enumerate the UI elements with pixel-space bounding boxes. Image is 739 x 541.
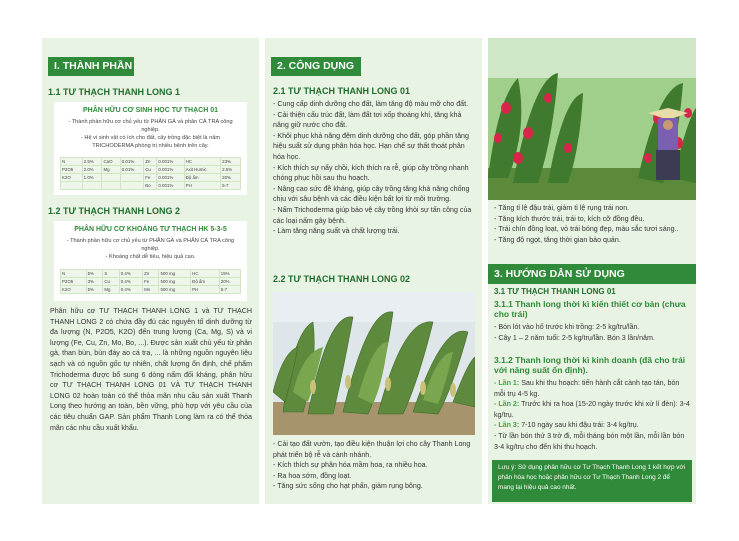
table-cell: 0.001% [157,158,184,166]
table-cell: CaO [102,158,120,166]
list-item-lead: - Lần 3: [494,421,520,430]
list-item: - Kích thích sự nẩy chồi, kích thích ra rễ, giúp cây trồng nhanh chóng phục hồi sau thu hoạch. [273,163,469,183]
table-row [61,166,241,174]
section-title-2-1: 2.1 TƯ THẠCH THANH LONG 01 [273,86,410,96]
table-cell: 0.001% [157,174,184,182]
section-title-3-1-2: 3.1.2 Thanh long thời kì kinh doanh (đã cho trái với năng suất ổn định). [494,355,686,375]
dragon-fruit-plants-photo [273,292,475,435]
list-item: - Nâng cao sức đề kháng, giúp cây trồng tăng khả năng chống chịu với sâu bệnh và các điều kiện bất lợi từ môi trường. [273,184,470,204]
table-cell [120,182,144,190]
table-cell: 500 mg [159,286,191,294]
table-cell: PH [184,182,221,190]
list-item: - Kích thích sự phân hóa mầm hoa, ra nhiều hoa. [273,461,428,470]
banner-usage: 3. HƯỚNG DẪN SỬ DỤNG [488,264,696,284]
table-cell: Axit Humic [184,166,221,174]
table-cell: K2O [61,174,83,182]
panel-uses [265,38,482,504]
panel-composition [42,38,259,504]
table-cell: S [103,270,119,278]
list-item-text: 7-10 ngày sau khi đậu trái: 3-4 kg/trụ. [519,421,639,430]
table-cell: 0.4% [119,286,142,294]
section-title-3-1-1: 3.1.1 Thanh long thời kì kiến thiết cơ bản (chưa cho trái) [494,299,686,319]
table-cell: P2O5 [61,166,83,174]
list-item-text: Trước khi ra hoa (15-20 ngày trước khi xử lí đèn): 3-4 kg/trụ. [494,400,690,419]
composition-paragraph: Phân hữu cơ TƯ THẠCH THANH LONG 1 và TƯ THẠCH THANH LONG 2 có chứa đầy đủ các nguyên tố dinh dưỡng từ đa lượng (N, P2O5, K2O) đến trung lượng (Ca, Mg, S) và vi lượng (Fe, Cu, Zn, Mo, Bo, ...). Được sản xuất chủ yếu từ phân gà, than bùn, bùn đáy ao cá tra, ... là những nguồn nguyên liệu sạch và có nguồn gốc tự nhiên, chất lượng ổn định, chế phẩm Trichoderma được bổ sung 6 dòng nấm đối kháng, phân hữu cơ TƯ THẠCH THANH LONG 01 VÀ TƯ THẠCH THANH LONG 02 hoàn toàn có thể thỏa mãn nhu cầu sản xuất Thanh Long theo hướng an toàn, bền vững, phù hợp với yêu cầu của các tiêu chuẩn GAP. Sản phẩm Thanh Long làm ra có thể thỏa mãn các nhu cầu xuất khẩu. [50,307,252,432]
product-box-1-line2: - Hệ vi sinh vật có ích cho đất, cây trồng đặc biệt là nấm TRICHODERMA phòng trị nhiều bệnh trên cây. [81,135,220,149]
section-title-3-1: 3.1 TƯ THẠCH THANH LONG 01 [494,287,616,296]
product-box-2-line1: - Thành phần hữu cơ chủ yếu từ PHÂN GÀ và PHÂN CÁ TRA công nghiệp. [66,238,235,252]
banner-composition: I. THÀNH PHẦN [48,57,134,76]
section-title-1-1: 1.1 TƯ THẠCH THANH LONG 1 [48,87,180,97]
table-cell: Cu [144,166,157,174]
table-cell: 5% [86,286,103,294]
uses-list-1 [273,99,476,237]
table-cell: N [61,270,87,278]
table-cell: 5-7 [221,182,241,190]
stage-1-list [494,322,692,343]
table-cell: 2.5% [221,166,241,174]
list-item-text: - Từ lần bón thứ 3 trở đi, mỗi tháng bón một lần, mỗi lần bón 3-4 kg/trụ cho đến khi thu hoạch. [494,431,685,451]
list-item: - Cây 1 – 2 năm tuổi: 2-5 kg/trụ/lần. Bón 3 lần/năm. [494,333,655,342]
list-item: - Tăng kích thước trái, trái to, kích cỡ đồng đều. [494,214,645,223]
table-row [61,182,241,190]
table-row [61,158,241,166]
composition-table-1 [60,157,241,190]
table-cell: 20% [221,174,241,182]
table-cell: 0.4% [119,278,142,286]
table-cell: Mg [103,286,119,294]
table-cell: Độ ẩm [184,174,221,182]
list-item [494,378,692,399]
table-cell: P2O5 [61,278,87,286]
table-cell: 0.001% [157,166,184,174]
table-row [61,286,241,294]
table-cell [82,182,102,190]
table-cell [120,174,144,182]
dragon-fruit-harvest-photo [488,38,696,200]
list-item [494,431,692,452]
section-title-2-2: 2.2 TƯ THẠCH THANH LONG 02 [273,274,410,284]
list-item: - Cung cấp dinh dưỡng cho đất, làm tăng độ màu mỡ cho đất. [273,100,469,108]
uses-list-2 [273,439,476,492]
product-box-1 [54,102,247,195]
table-cell: Zn [144,158,157,166]
table-cell: Mn [143,286,159,294]
table-cell: Fe [144,174,157,182]
table-cell: 2.5% [82,158,102,166]
table-cell: 5-7 [219,286,240,294]
list-item: - Khôi phục khả năng đệm dinh dưỡng cho đất, góp phần tăng hiệu suất sử dụng phân hóa học. Hạn chế sự thất thoát phân hóa học. [273,131,469,161]
list-item-lead: - Lần 1: [494,379,520,387]
table-cell: 2.0% [82,166,102,174]
table-cell [102,174,120,182]
table-cell [61,182,83,190]
product-box-2-line2: - Khoáng chất dễ tiêu, hiệu quả cao. [105,254,196,260]
list-item-lead: - Lần 2: [494,400,520,409]
list-item: - Tăng tỉ lệ đậu trái, giảm tỉ lệ rụng trái non. [494,204,630,212]
list-item: - Tăng độ ngọt, tăng thời gian bảo quản. [494,235,621,244]
table-cell: 3% [86,278,103,286]
table-cell: 500 mg [159,278,191,286]
table-cell: HC [184,158,221,166]
benefits-list [494,203,692,245]
stage-2-list [494,378,692,452]
list-item [494,420,692,431]
list-item: - Làm tăng năng suất và chất lượng trái. [273,227,400,236]
product-box-2 [54,221,247,301]
section-title-1-2: 1.2 TƯ THẠCH THANH LONG 2 [48,206,180,216]
table-cell: Độ ẩm [191,278,220,286]
table-cell: 0.4% [119,270,142,278]
table-cell: Bo [144,182,157,190]
table-cell: 0.001% [157,182,184,190]
table-cell: 0.01% [120,166,144,174]
product-box-1-title: PHÂN HỮU CƠ SINH HỌC TƯ THẠCH 01 [82,107,219,114]
list-item: - Ra hoa sớm, đồng loạt. [273,471,352,480]
product-box-2-title: PHÂN HỮU CƠ KHOÁNG TƯ THẠCH HK 5-3-5 [74,226,227,233]
table-cell: Zn [143,270,159,278]
list-item: - Cải thiện cấu trúc đất, làm đất tơi xốp thoáng khí, tăng khả năng giữ nước cho đất. [273,110,462,130]
list-item-text: Sau khi thu hoạch: tiến hành cắt cành tạo tán, bón mỗi trụ 4-5 kg. [494,379,680,398]
table-row [61,270,241,278]
table-row [61,278,241,286]
table-cell: 15% [219,270,240,278]
table-cell: 20% [219,278,240,286]
composition-table-2 [60,269,241,294]
table-cell: 23% [221,158,241,166]
panel-usage [488,38,696,504]
list-item: - Trái chín đồng loạt, vỏ trái bóng đẹp, màu sắc tươi sáng.. [494,225,679,234]
table-cell: HC [191,270,220,278]
banner-uses: 2. CÔNG DỤNG [271,57,361,76]
table-cell: Cu [103,278,119,286]
table-cell: 500 mg [159,270,191,278]
table-cell: Fe [143,278,159,286]
list-item: - Bón lót vào hố trước khi trồng: 2-5 kg/trụ/lần. [494,323,640,331]
list-item: - Cải tạo đất vườn, tạo điều kiện thuận lợi cho cây Thanh Long phát triển bộ rễ và cành nhánh. [273,440,471,459]
product-box-1-line1: - Thành phần hữu cơ chủ yếu từ PHÂN GÀ và phân CÁ TRA công nghiệp. [68,119,233,133]
table-cell: PH [191,286,220,294]
table-cell: 0.01% [120,158,144,166]
list-item: - Nấm Trichoderma giúp bảo vệ cây trồng khỏi sự tấn công của các loại nấm gây bệnh. [273,205,472,225]
list-item [494,399,692,420]
usage-note: Lưu ý: Sử dụng phân hữu cơ Tư Thạch Thanh Long 1 kết hợp với phân hóa học hoặc phân hữu cơ Tư Thạch Thanh Long 2 để mang lại hiệu quả cao nhất. [492,460,692,502]
table-row [61,174,241,182]
table-cell: N [61,158,83,166]
table-cell: Mg [102,166,120,174]
table-cell: K2O [61,286,87,294]
table-cell: 1.0% [82,174,102,182]
list-item: - Tăng sức sống cho hạt phấn, giảm rụng bông. [273,482,423,491]
table-cell [102,182,120,190]
table-cell: 5% [86,270,103,278]
